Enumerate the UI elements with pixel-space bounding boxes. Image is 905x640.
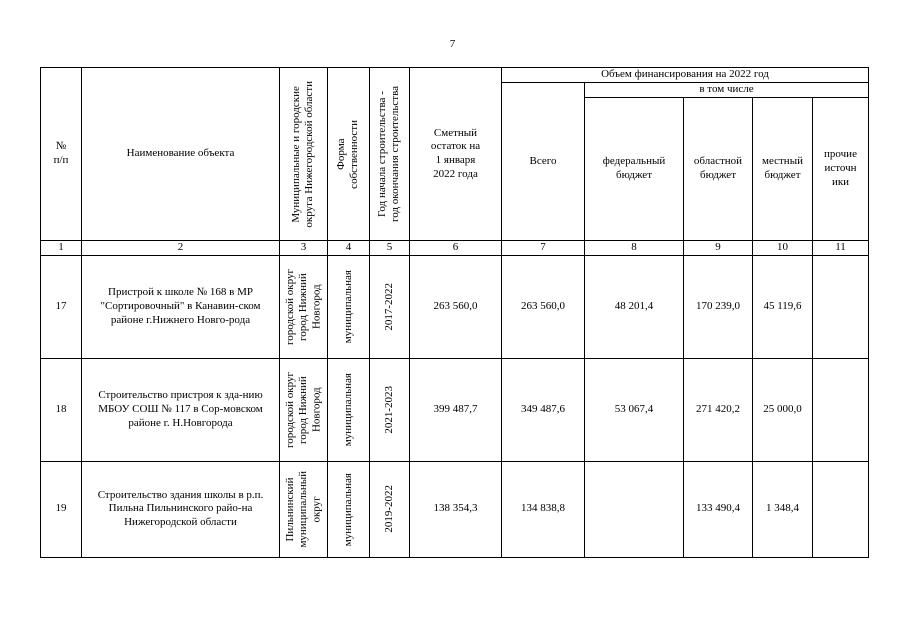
row-number: 17 — [41, 255, 82, 358]
total-value: 134 838,8 — [502, 461, 585, 557]
row-number: 18 — [41, 358, 82, 461]
header-federal: федеральный бюджет — [585, 98, 684, 241]
column-number: 5 — [370, 241, 410, 256]
column-number: 2 — [82, 241, 280, 256]
regional-value: 271 420,2 — [684, 358, 753, 461]
estimate-value: 138 354,3 — [410, 461, 502, 557]
column-number: 3 — [280, 241, 328, 256]
header-financing: Объем финансирования на 2022 год — [502, 68, 869, 83]
header-num: № п/п — [41, 68, 82, 241]
column-number: 8 — [585, 241, 684, 256]
header-regional: областной бюджет — [684, 98, 753, 241]
column-number: 7 — [502, 241, 585, 256]
total-value: 263 560,0 — [502, 255, 585, 358]
page-number: 7 — [449, 38, 456, 50]
header-total: Всего — [502, 83, 585, 241]
column-number: 1 — [41, 241, 82, 256]
header-municipal: Муниципальные и городские округа Нижегородской области — [280, 68, 328, 241]
local-value: 1 348,4 — [753, 461, 813, 557]
table-row — [41, 358, 869, 461]
regional-value: 133 490,4 — [684, 461, 753, 557]
regional-value: 170 239,0 — [684, 255, 753, 358]
header-local: местный бюджет — [753, 98, 813, 241]
ownership-form: муниципальная — [328, 461, 370, 557]
federal-value — [585, 461, 684, 557]
column-number: 6 — [410, 241, 502, 256]
estimate-value: 399 487,7 — [410, 358, 502, 461]
table-row — [41, 461, 869, 557]
column-number: 9 — [684, 241, 753, 256]
ownership-form: муниципальная — [328, 358, 370, 461]
header-other: прочие источн ики — [813, 98, 869, 241]
column-number: 11 — [813, 241, 869, 256]
object-name: Строительство здания школы в р.п. Пильна Пильнинского райо-на Нижегородской области — [82, 461, 280, 557]
column-number: 10 — [753, 241, 813, 256]
column-number-row — [41, 241, 869, 256]
local-value: 45 119,6 — [753, 255, 813, 358]
object-name: Строительство пристроя к зда-нию МБОУ СОШ № 117 в Сор-мовском районе г. Н.Новгорода — [82, 358, 280, 461]
row-number: 19 — [41, 461, 82, 557]
other-value — [813, 255, 869, 358]
header-years: Год начала строительства - год окончания строительства — [370, 68, 410, 241]
header-ownership: Форма собственности — [328, 68, 370, 241]
construction-years: 2017-2022 — [370, 255, 410, 358]
table-row — [41, 255, 869, 358]
ownership-form: муниципальная — [328, 255, 370, 358]
estimate-value: 263 560,0 — [410, 255, 502, 358]
municipal-district: городской округ город Нижний Новгород — [280, 358, 328, 461]
municipal-district: городской округ город Нижний Новгород — [280, 255, 328, 358]
financing-table — [40, 67, 869, 558]
construction-years: 2019-2022 — [370, 461, 410, 557]
header-name: Наименование объекта — [82, 68, 280, 241]
federal-value: 48 201,4 — [585, 255, 684, 358]
other-value — [813, 461, 869, 557]
construction-years: 2021-2023 — [370, 358, 410, 461]
other-value — [813, 358, 869, 461]
federal-value: 53 067,4 — [585, 358, 684, 461]
object-name: Пристрой к школе № 168 в МР "Сортировочный" в Канавин-ском районе г.Нижнего Новго-рода — [82, 255, 280, 358]
total-value: 349 487,6 — [502, 358, 585, 461]
local-value: 25 000,0 — [753, 358, 813, 461]
header-including: в том числе — [585, 83, 869, 98]
column-number: 4 — [328, 241, 370, 256]
municipal-district: Пильнинский муниципальный округ — [280, 461, 328, 557]
header-estimate: Сметный остаток на 1 января 2022 года — [410, 68, 502, 241]
